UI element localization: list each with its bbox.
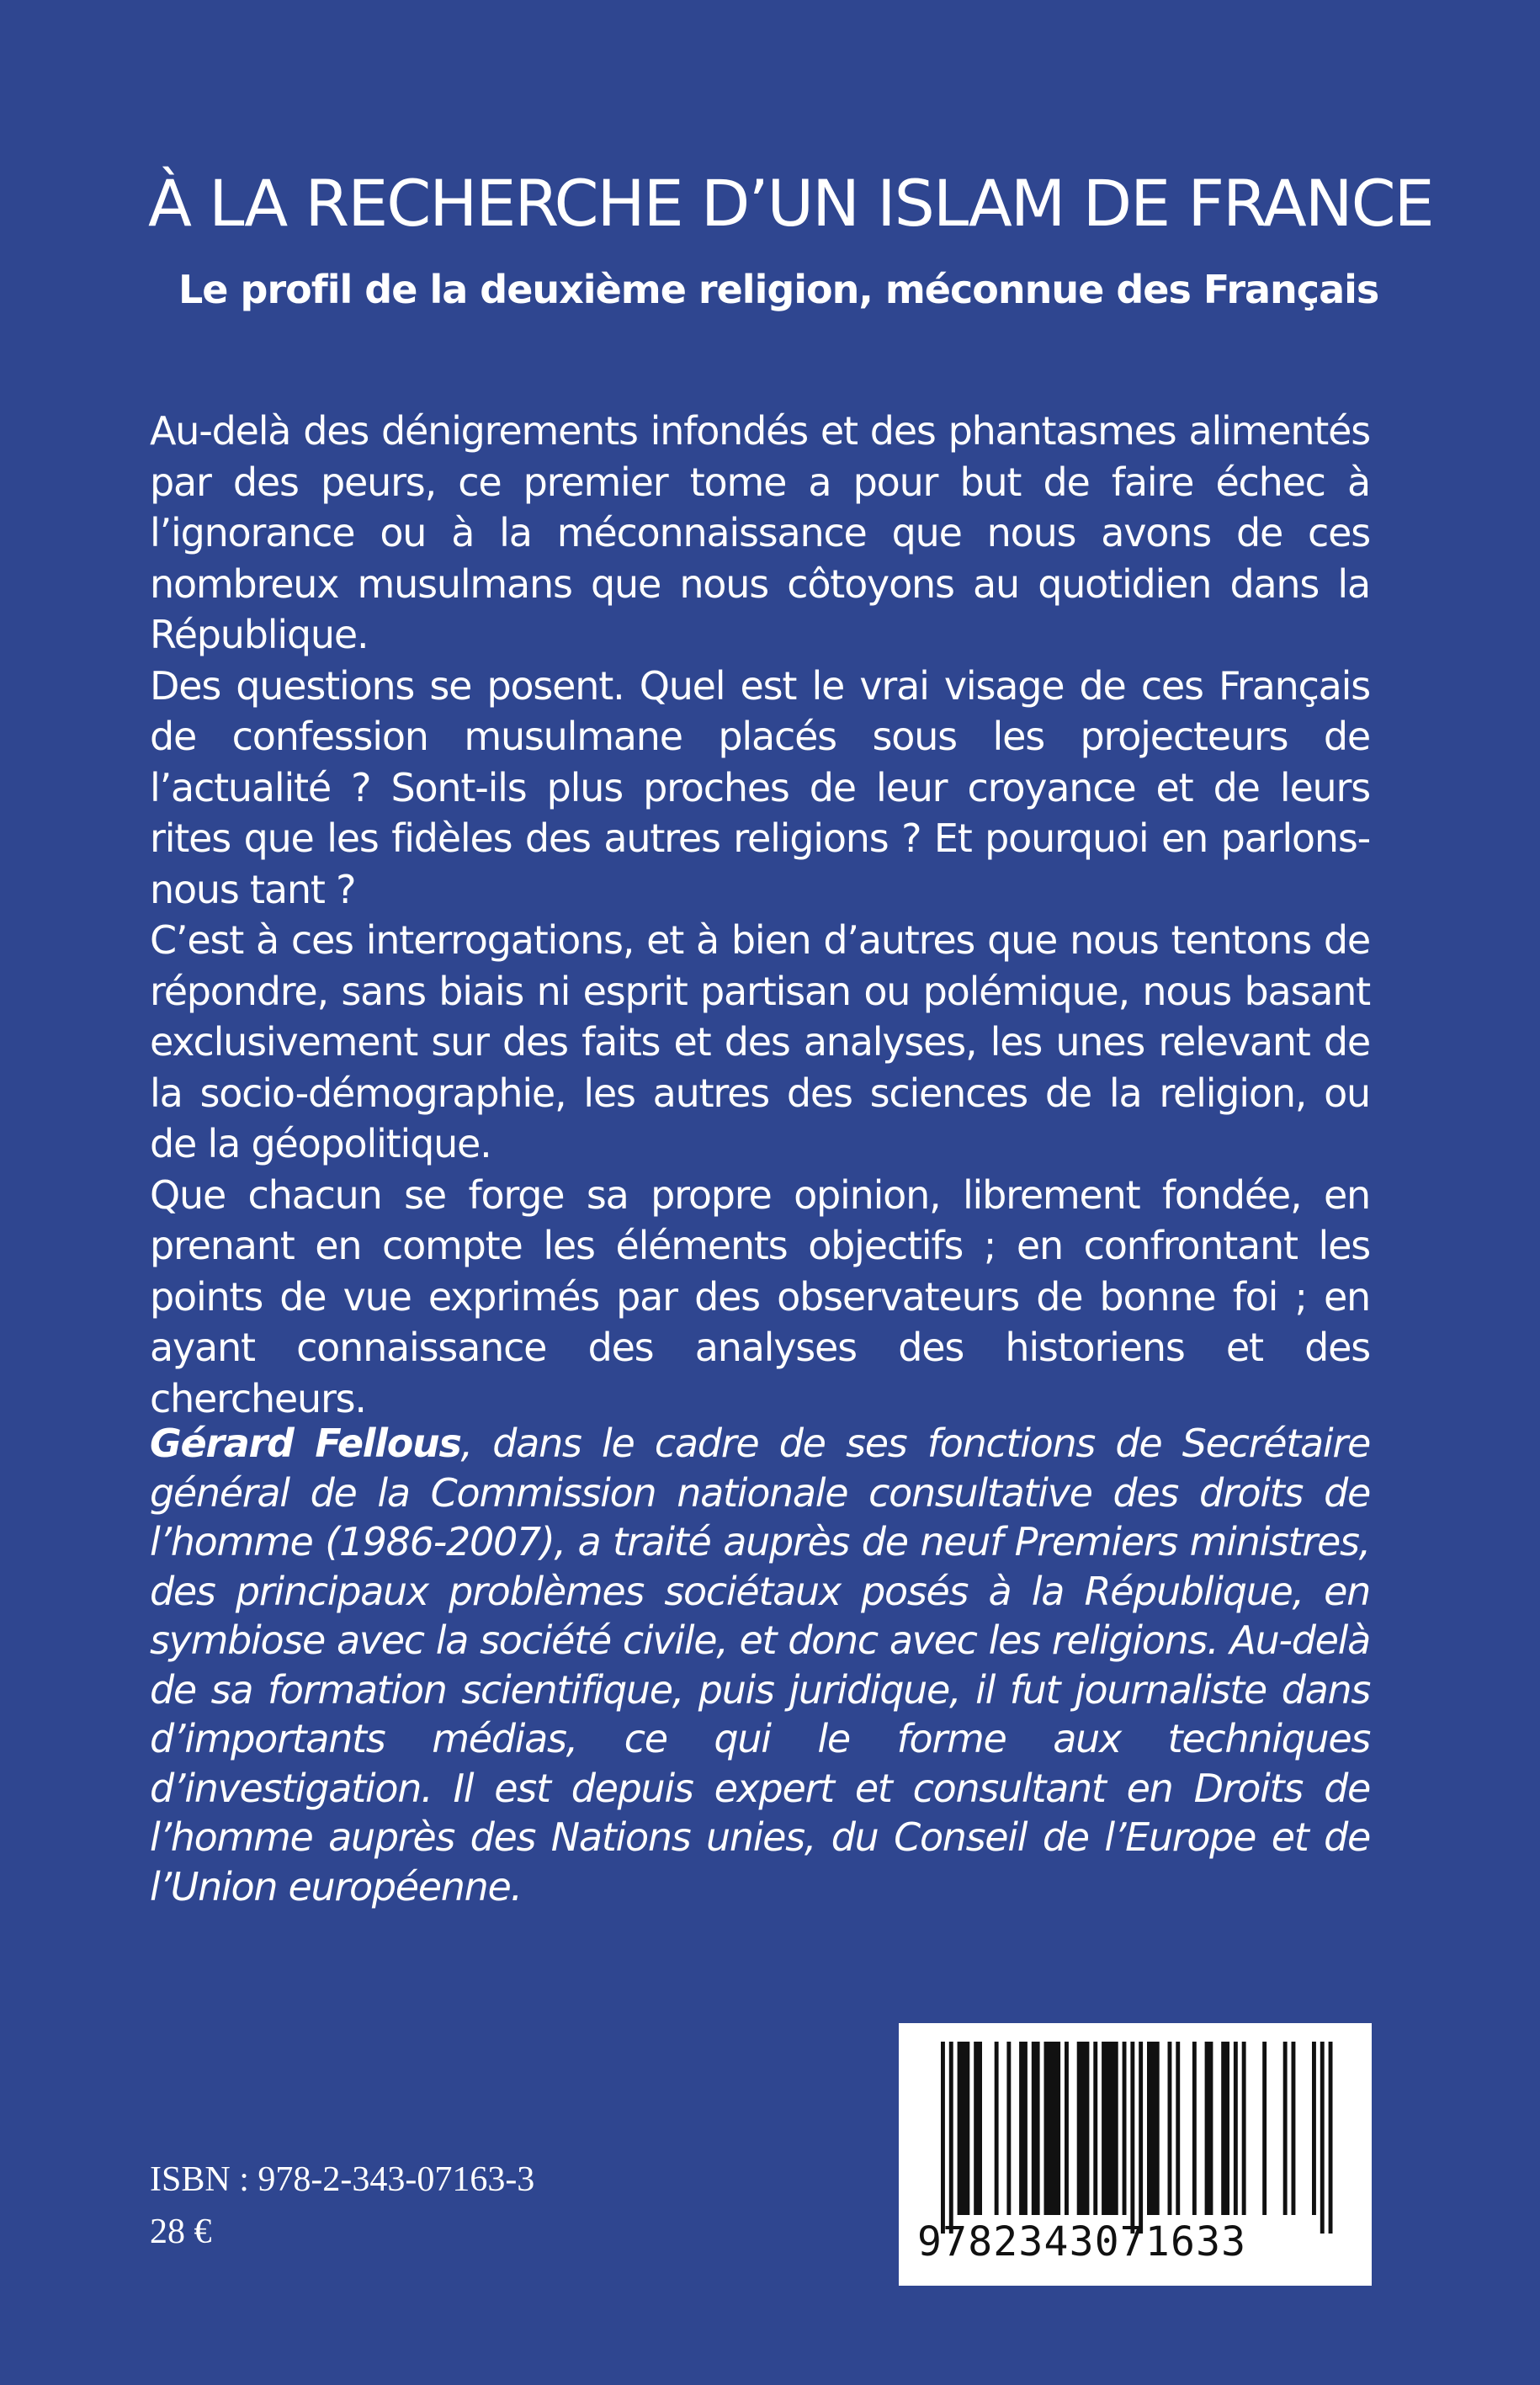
barcode-bar	[1221, 2042, 1229, 2215]
blurb-paragraph: Au-delà des dénigrements infondés et des phantasmes alimentés par des peurs, ce premier tome a pour but de faire échec à l’ignorance ou à la méconnaissance que nous avons de ces nombreux musulmans que nous côtoyons au quotidien dans la République.	[150, 408, 1370, 657]
barcode-bar	[1032, 2042, 1040, 2215]
barcode-bar	[1283, 2042, 1288, 2215]
isbn-label: ISBN : 978-2-343-07163-3	[150, 2160, 535, 2199]
barcode-bar	[974, 2042, 982, 2215]
barcode-bar	[949, 2042, 953, 2234]
barcode	[899, 2023, 1372, 2286]
barcode-bar	[1312, 2042, 1316, 2215]
blurb-paragraph: C’est à ces interrogations, et à bien d’autres que nous tentons de répondre, sans biais ni esprit partisan ou polémique, nous basant exclusivement sur des faits et des analyses, les unes relevant de la socio-démographie, les autres des sciences de la religion, ou de la géopolitique.	[150, 917, 1370, 1166]
book-subtitle: Le profil de la deuxième religion, méconnue des Français	[178, 267, 1379, 312]
barcode-bar	[1320, 2042, 1325, 2234]
barcode-bar	[1093, 2042, 1097, 2215]
barcode-bar	[1234, 2042, 1238, 2215]
barcode-bar	[1242, 2042, 1246, 2215]
barcode-bar	[1019, 2042, 1028, 2215]
barcode-bar	[1168, 2042, 1172, 2215]
author-paragraph	[150, 1419, 1370, 1911]
barcode-bar	[1077, 2042, 1090, 2215]
barcode-bar	[1006, 2042, 1011, 2215]
barcode-bar	[1102, 2042, 1118, 2215]
book-blurb	[150, 406, 1370, 1424]
barcode-bar	[1065, 2042, 1069, 2215]
barcode-bar	[995, 2042, 999, 2215]
book-title: À LA RECHERCHE D’UN ISLAM DE FRANCE	[148, 166, 1433, 241]
barcode-bar	[1262, 2042, 1267, 2215]
barcode-bar	[1147, 2042, 1160, 2215]
barcode-bar	[1329, 2042, 1333, 2234]
barcode-number: 9782343071633	[917, 2218, 1247, 2265]
barcode-bar	[1044, 2042, 1061, 2215]
price-label: 28 €	[150, 2212, 212, 2251]
barcode-bar	[1176, 2042, 1180, 2215]
barcode-bar	[1123, 2042, 1127, 2215]
blurb-paragraph: Des questions se posent. Quel est le vrai visage de ces Français de confession musulmane placés sous les projecteurs de l’actualité ? Sont-ils plus proches de leur croyance et de leurs rites que les fidèles des autres religions ? Et pourquoi en parlons-nous tant ?	[150, 662, 1370, 912]
author-biography	[150, 1419, 1370, 1911]
barcode-bar	[958, 2042, 970, 2215]
barcode-bar	[1130, 2042, 1134, 2234]
barcode-bar	[1205, 2042, 1213, 2215]
blurb-paragraph: Que chacun se forge sa propre opinion, librement fondée, en prenant en compte les éléments objectifs ; en confrontant les points de vue exprimés par des observateurs de bonne foi ; en ayant connaissance des analyses des historiens et des chercheurs.	[150, 1171, 1370, 1421]
barcode-bar	[941, 2042, 945, 2234]
author-name: Gérard Fellous	[150, 1421, 461, 1466]
barcode-bar	[1292, 2042, 1296, 2215]
barcode-bar	[1139, 2042, 1143, 2234]
author-bio-text: , dans le cadre de ses fonctions de Secrétaire général de la Commission nationale consultative des droits de l’homme (1986-2007), a traité auprès de neuf Premiers ministres, des principaux problèmes sociétaux posés à la République, en symbiose avec la société civile, et donc avec les religions. Au-delà de sa formation scientifique, puis juridique, il fut journaliste dans d’importants médias, ce qui le forme aux techniques d’investigation. Il est depuis expert et consultant en Droits de l’homme auprès des Nations unies, du Conseil de l’Europe et de l’Union européenne.	[150, 1421, 1370, 1910]
barcode-bar	[1192, 2042, 1197, 2215]
